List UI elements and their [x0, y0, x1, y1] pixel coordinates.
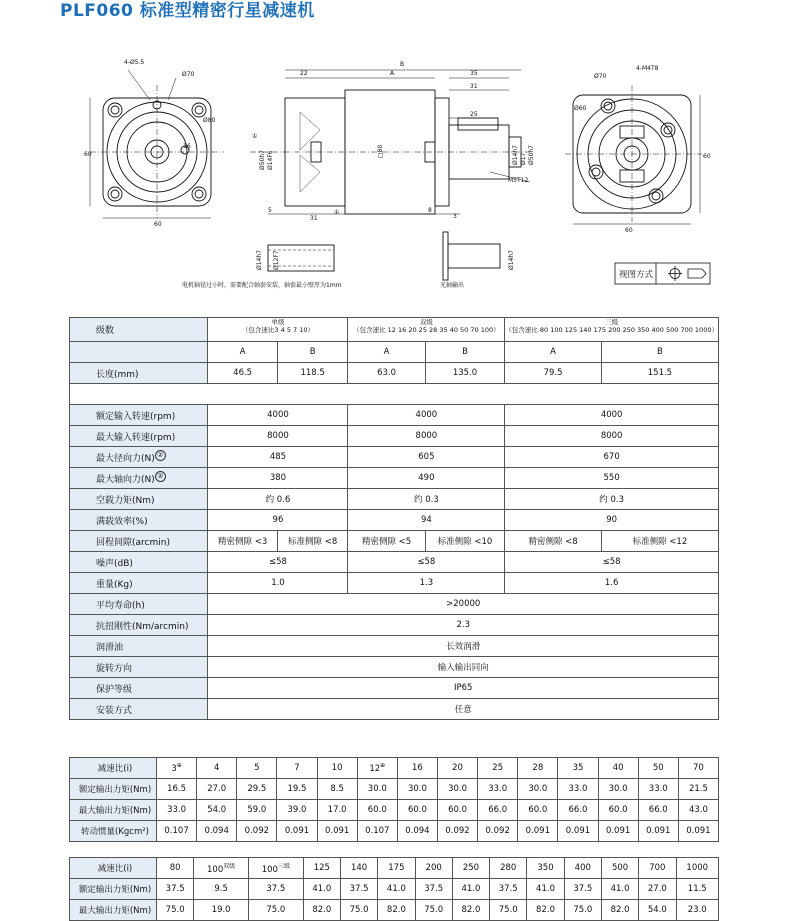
view-method-label: 视图方式	[619, 270, 654, 280]
ratio-cell: 23.0	[676, 900, 719, 921]
ratio-cell: 0.094	[397, 821, 437, 842]
length-cell: 63.0	[348, 363, 425, 384]
ratio-cell: 0.107	[357, 821, 397, 842]
technical-drawing	[0, 0, 794, 310]
spec-cell: IP65	[208, 678, 719, 699]
spec-cell: 任意	[208, 699, 719, 720]
ratio-row-label: 转动惯量(Kgcm²)	[70, 821, 157, 842]
ratio-row	[70, 879, 719, 900]
ratio-cell: 33.0	[638, 779, 678, 800]
front-pilot-label: Ø80	[203, 117, 216, 124]
side-key-label: M5T12	[508, 177, 529, 184]
ratio-cell: 0.091	[277, 821, 317, 842]
ratio-cell: 60.0	[518, 800, 558, 821]
front-pcd-label: Ø70	[182, 71, 195, 78]
ratio-cell: 60.0	[437, 800, 477, 821]
spec-cell: 605	[348, 447, 505, 468]
ratio-value: 28	[518, 758, 558, 779]
ratio-value: 350	[527, 858, 564, 879]
spec-row-label: 空载力矩(Nm)	[70, 489, 208, 510]
spec-cell: ≤58	[348, 552, 505, 573]
rear-pcd-label: Ø70	[594, 73, 607, 80]
side-A-label: A	[390, 70, 395, 77]
spec-cell: 485	[208, 447, 348, 468]
front-dim60w-label: 60	[154, 221, 162, 228]
ab-row-label	[70, 342, 208, 363]
ratio-cell: 59.0	[237, 800, 277, 821]
ratio-cell: 54.0	[639, 900, 676, 921]
spec-cell: 1.6	[505, 573, 719, 594]
spacer-row	[70, 384, 719, 405]
ratio-value: 25	[478, 758, 518, 779]
spec-table	[69, 317, 719, 720]
spec-row-label: 最大径向力(N) ②	[70, 447, 208, 468]
spec-cell: 1.3	[348, 573, 505, 594]
ratio-row	[70, 800, 719, 821]
spec-row	[70, 699, 719, 720]
spec-cell: >20000	[208, 594, 719, 615]
ratio-cell: 9.5	[194, 879, 249, 900]
ratio-cell: 8.5	[317, 779, 357, 800]
ratio-cell: 82.0	[601, 900, 638, 921]
ab-cell: A	[348, 342, 425, 363]
ratio-value: 35	[558, 758, 598, 779]
spec-cell: 380	[208, 468, 348, 489]
ratio-value: 4	[197, 758, 237, 779]
ratio-value: 7	[277, 758, 317, 779]
spec-cell: 8000	[505, 426, 719, 447]
ratio-value: 16	[397, 758, 437, 779]
backlash-cell: 标准侧隙 <8	[277, 531, 348, 552]
ratio-header-row	[70, 858, 719, 879]
spec-row-label: 最大轴向力(N) ②	[70, 468, 208, 489]
ratio-cell: 75.0	[490, 900, 527, 921]
ratio-cell: 75.0	[415, 900, 452, 921]
ratio-cell: 37.5	[564, 879, 601, 900]
note-circle: ②	[155, 471, 166, 482]
ratio-row-label: 额定输出力矩(Nm)	[70, 779, 157, 800]
length-cell: 135.0	[425, 363, 505, 384]
spec-row-label: 旋转方向	[70, 657, 208, 678]
spec-row	[70, 426, 719, 447]
ratio-value: 12⊕	[357, 758, 397, 779]
ratio-cell: 27.0	[197, 779, 237, 800]
ratio-header-row	[70, 758, 719, 779]
spec-row	[70, 657, 719, 678]
spec-cell: 约 0.6	[208, 489, 348, 510]
output-note: 光轴输出	[440, 282, 465, 289]
stage-label: 级数	[70, 318, 208, 342]
ratio-cell: 0.094	[197, 821, 237, 842]
spec-row-label: 额定输入转速(rpm)	[70, 405, 208, 426]
side-view	[250, 70, 530, 214]
spec-row-label: 最大输入转速(rpm)	[70, 426, 208, 447]
ratio-cell: 82.0	[452, 900, 489, 921]
ratio-value: 70	[678, 758, 718, 779]
ratio-value: 50	[638, 758, 678, 779]
ratio-cell: 33.0	[558, 779, 598, 800]
spec-cell: 4000	[505, 405, 719, 426]
spec-row	[70, 615, 719, 636]
ratio-cell: 19.5	[277, 779, 317, 800]
ratio-cell: 0.091	[678, 821, 718, 842]
ratio-row	[70, 779, 719, 800]
spec-cell: 94	[348, 510, 505, 531]
spec-row	[70, 552, 719, 573]
ratio-cell: 0.091	[317, 821, 357, 842]
spec-row-label: 满载效率(%)	[70, 510, 208, 531]
spec-cell: 550	[505, 468, 719, 489]
backlash-cell: 精密侧隙 <5	[348, 531, 425, 552]
spec-cell: 4000	[208, 405, 348, 426]
spec-row-label: 润滑油	[70, 636, 208, 657]
ratio-value: $100^{三级}$	[248, 858, 303, 879]
ratio-cell: 37.5	[248, 879, 303, 900]
side-31-label: 31	[470, 83, 478, 90]
shaft-o12f7-label: Ø12F7	[273, 250, 280, 270]
ratio-cell: 21.5	[678, 779, 718, 800]
spec-cell: 90	[505, 510, 719, 531]
spec-row	[70, 489, 719, 510]
spec-cell: 8000	[348, 426, 505, 447]
ratio-cell: 0.092	[237, 821, 277, 842]
ratio-value: 175	[378, 858, 415, 879]
ratio-cell: 27.0	[639, 879, 676, 900]
ratio-cell: 30.0	[518, 779, 558, 800]
backlash-cell: 精密侧隙 <8	[505, 531, 602, 552]
ratio-cell: 60.0	[598, 800, 638, 821]
shaft-note: 电机轴径过小时，需要配合轴套安装，轴套最小壁厚为1mm	[182, 282, 342, 289]
ratio-row-label: 额定输出力矩(Nm)	[70, 879, 157, 900]
spec-row-label: 平均寿命(h)	[70, 594, 208, 615]
ratio-cell: 0.091	[558, 821, 598, 842]
shaft-detail-output	[443, 232, 500, 280]
front-view	[90, 70, 224, 218]
spec-row	[70, 594, 719, 615]
ratio-note: ⊕	[176, 762, 182, 770]
ratio-value: 500	[601, 858, 638, 879]
side-o80-label: □80	[377, 144, 384, 158]
spec-row-label: 噪声(dB)	[70, 552, 208, 573]
front-holes-label: 4-Ø5.5	[124, 59, 145, 66]
spec-row	[70, 678, 719, 699]
spec-cell: 输入输出同向	[208, 657, 719, 678]
ratio-value: 20	[437, 758, 477, 779]
spec-row	[70, 510, 719, 531]
ratio-cell: 0.107	[157, 821, 197, 842]
ratio-cell: 33.0	[157, 800, 197, 821]
side-3-label: 3	[453, 213, 457, 220]
ratio-cell: 30.0	[357, 779, 397, 800]
ratio-cell: 0.091	[638, 821, 678, 842]
side-o14-label: Ø14F6	[267, 150, 274, 170]
spec-cell: ≤58	[505, 552, 719, 573]
spec-cell: 490	[348, 468, 505, 489]
spec-cell: 长效润滑	[208, 636, 719, 657]
ratio-value: 3⊕	[157, 758, 197, 779]
ratio-table-2	[69, 857, 719, 921]
ratio-cell: 41.0	[378, 879, 415, 900]
side-circle1: ①	[252, 133, 258, 140]
spec-cell: ≤58	[208, 552, 348, 573]
ratio-table-1	[69, 757, 719, 842]
ab-cell: A	[505, 342, 602, 363]
ratio-cell: 66.0	[478, 800, 518, 821]
ratio-cell: 17.0	[317, 800, 357, 821]
side-o14h7-label: Ø14h7	[512, 145, 519, 165]
length-cell: 79.5	[505, 363, 602, 384]
ab-cell: B	[277, 342, 348, 363]
ratio-row	[70, 821, 719, 842]
ratio-cell: 41.0	[452, 879, 489, 900]
ratio-cell: 37.5	[340, 879, 377, 900]
ratio-value: 125	[303, 858, 340, 879]
ratio-cell: 0.091	[598, 821, 638, 842]
side-5-label: 5	[268, 207, 272, 214]
ratio-note: 三级	[277, 863, 290, 871]
rear-dim60-label: 60	[703, 153, 711, 160]
ratio-cell: 39.0	[277, 800, 317, 821]
front-dim16-label: 16	[183, 143, 191, 150]
ratio-cell: 41.0	[601, 879, 638, 900]
side-B-label: B	[400, 61, 405, 68]
ratio-value: 10	[317, 758, 357, 779]
rear-o60-label: Ø60	[574, 105, 587, 112]
spec-cell: 约 0.3	[348, 489, 505, 510]
shaft-o14h7b-label: Ø14h7	[508, 250, 515, 270]
ratio-cell: 41.0	[527, 879, 564, 900]
ab-cell: B	[425, 342, 505, 363]
ratio-note: ⊕	[380, 762, 386, 770]
ratio-cell: 66.0	[638, 800, 678, 821]
rear-threads-label: 4-M4T8	[636, 65, 659, 72]
ratio-value: $100^{双级}$	[194, 858, 249, 879]
length-cell: 118.5	[277, 363, 348, 384]
spec-cell: 96	[208, 510, 348, 531]
ratio-cell: 30.0	[437, 779, 477, 800]
spec-row-label: 抗扭刚性(Nm/arcmin)	[70, 615, 208, 636]
side-8-label: 8	[428, 207, 432, 214]
ratio-value: 200	[415, 858, 452, 879]
ratio-cell: 75.0	[564, 900, 601, 921]
side-circle2: ①	[334, 209, 340, 216]
backlash-cell: 精密侧隙 <3	[208, 531, 277, 552]
ratio-value: 400	[564, 858, 601, 879]
spec-row	[70, 447, 719, 468]
ratio-note: 双级	[223, 863, 236, 871]
backlash-cell: 标准侧隙 <12	[601, 531, 718, 552]
length-label: 长度(mm)	[70, 363, 208, 384]
stage2-header: 双级 （包含速比 12 16 20 25 28 35 40 50 70 100）	[348, 318, 505, 342]
ratio-cell: 75.0	[157, 900, 194, 921]
ratio-value: 80	[157, 858, 194, 879]
ab-cell: A	[208, 342, 277, 363]
ratio-cell: 16.5	[157, 779, 197, 800]
ratio-cell: 0.091	[518, 821, 558, 842]
ratio-cell: 66.0	[558, 800, 598, 821]
spec-row	[70, 468, 719, 489]
spec-cell: 1.0	[208, 573, 348, 594]
note-circle: ②	[155, 450, 166, 461]
spec-row	[70, 405, 719, 426]
spec-row-label: 安装方式	[70, 699, 208, 720]
rear-dim60w-label: 60	[625, 227, 633, 234]
front-dim60h-label: 60	[84, 151, 92, 158]
side-35-label: 35	[470, 70, 478, 77]
ratio-row-label: 最大输出力矩(Nm)	[70, 900, 157, 921]
ratio-value: 40	[598, 758, 638, 779]
shaft-o14h7-label: Ø14h7	[256, 250, 263, 270]
ratio-cell: 30.0	[598, 779, 638, 800]
ratio-value: 5	[237, 758, 277, 779]
ratio-cell: 54.0	[197, 800, 237, 821]
stage1-header: 单级 （包含速比3 4 5 7 10）	[208, 318, 348, 342]
ratio-cell: 11.5	[676, 879, 719, 900]
backlash-label: 回程间隙(arcmin)	[70, 531, 208, 552]
ratio-cell: 30.0	[397, 779, 437, 800]
ratio-cell: 43.0	[678, 800, 718, 821]
ab-cell: B	[601, 342, 718, 363]
ratio-value: 250	[452, 858, 489, 879]
spec-row-label: 重量(Kg)	[70, 573, 208, 594]
spec-cell: 2.3	[208, 615, 719, 636]
ratio-cell: 0.092	[437, 821, 477, 842]
ratio-cell: 29.5	[237, 779, 277, 800]
stage3-header: 三级 （包含速比 80 100 125 140 175 200 250 350 400 500 700 1000）	[505, 318, 719, 342]
ratio-row-label: 最大输出力矩(Nm)	[70, 800, 157, 821]
ratio-cell: 82.0	[527, 900, 564, 921]
length-cell: 151.5	[601, 363, 718, 384]
spec-cell: 8000	[208, 426, 348, 447]
side-31b-label: 31	[310, 215, 318, 222]
ratio-cell: 37.5	[490, 879, 527, 900]
ratio-header-label: 减速比(i)	[70, 758, 157, 779]
ratio-value: 700	[639, 858, 676, 879]
ratio-header-label: 减速比(i)	[70, 858, 157, 879]
ratio-cell: 60.0	[397, 800, 437, 821]
ratio-value: 1000	[676, 858, 719, 879]
page-title: PLF060 标准型精密行星减速机	[60, 1, 315, 21]
ratio-cell: 19.0	[194, 900, 249, 921]
side-o50-label: Ø50h7	[259, 150, 266, 170]
ratio-cell: 60.0	[357, 800, 397, 821]
spec-cell: 670	[505, 447, 719, 468]
spec-row-label: 保护等级	[70, 678, 208, 699]
ratio-row	[70, 900, 719, 921]
ratio-cell: 41.0	[303, 879, 340, 900]
ratio-cell: 37.5	[415, 879, 452, 900]
spec-row	[70, 573, 719, 594]
ratio-value: 280	[490, 858, 527, 879]
side-o50b-label: Ø50h7	[528, 145, 535, 165]
side-25-label: 25	[470, 111, 478, 118]
ratio-cell: 75.0	[248, 900, 303, 921]
ratio-cell: 82.0	[303, 900, 340, 921]
ratio-cell: 33.0	[478, 779, 518, 800]
ratio-cell: 37.5	[157, 879, 194, 900]
ratio-cell: 75.0	[340, 900, 377, 921]
length-cell: 46.5	[208, 363, 277, 384]
spec-row	[70, 636, 719, 657]
ratio-cell: 82.0	[378, 900, 415, 921]
ratio-cell: 0.092	[478, 821, 518, 842]
ratio-value: 140	[340, 858, 377, 879]
backlash-cell: 标准侧隙 <10	[425, 531, 505, 552]
spec-cell: 约 0.3	[505, 489, 719, 510]
spec-cell: 4000	[348, 405, 505, 426]
side-22-label: 22	[300, 70, 308, 77]
side-o17-label: Ø17	[520, 152, 527, 165]
